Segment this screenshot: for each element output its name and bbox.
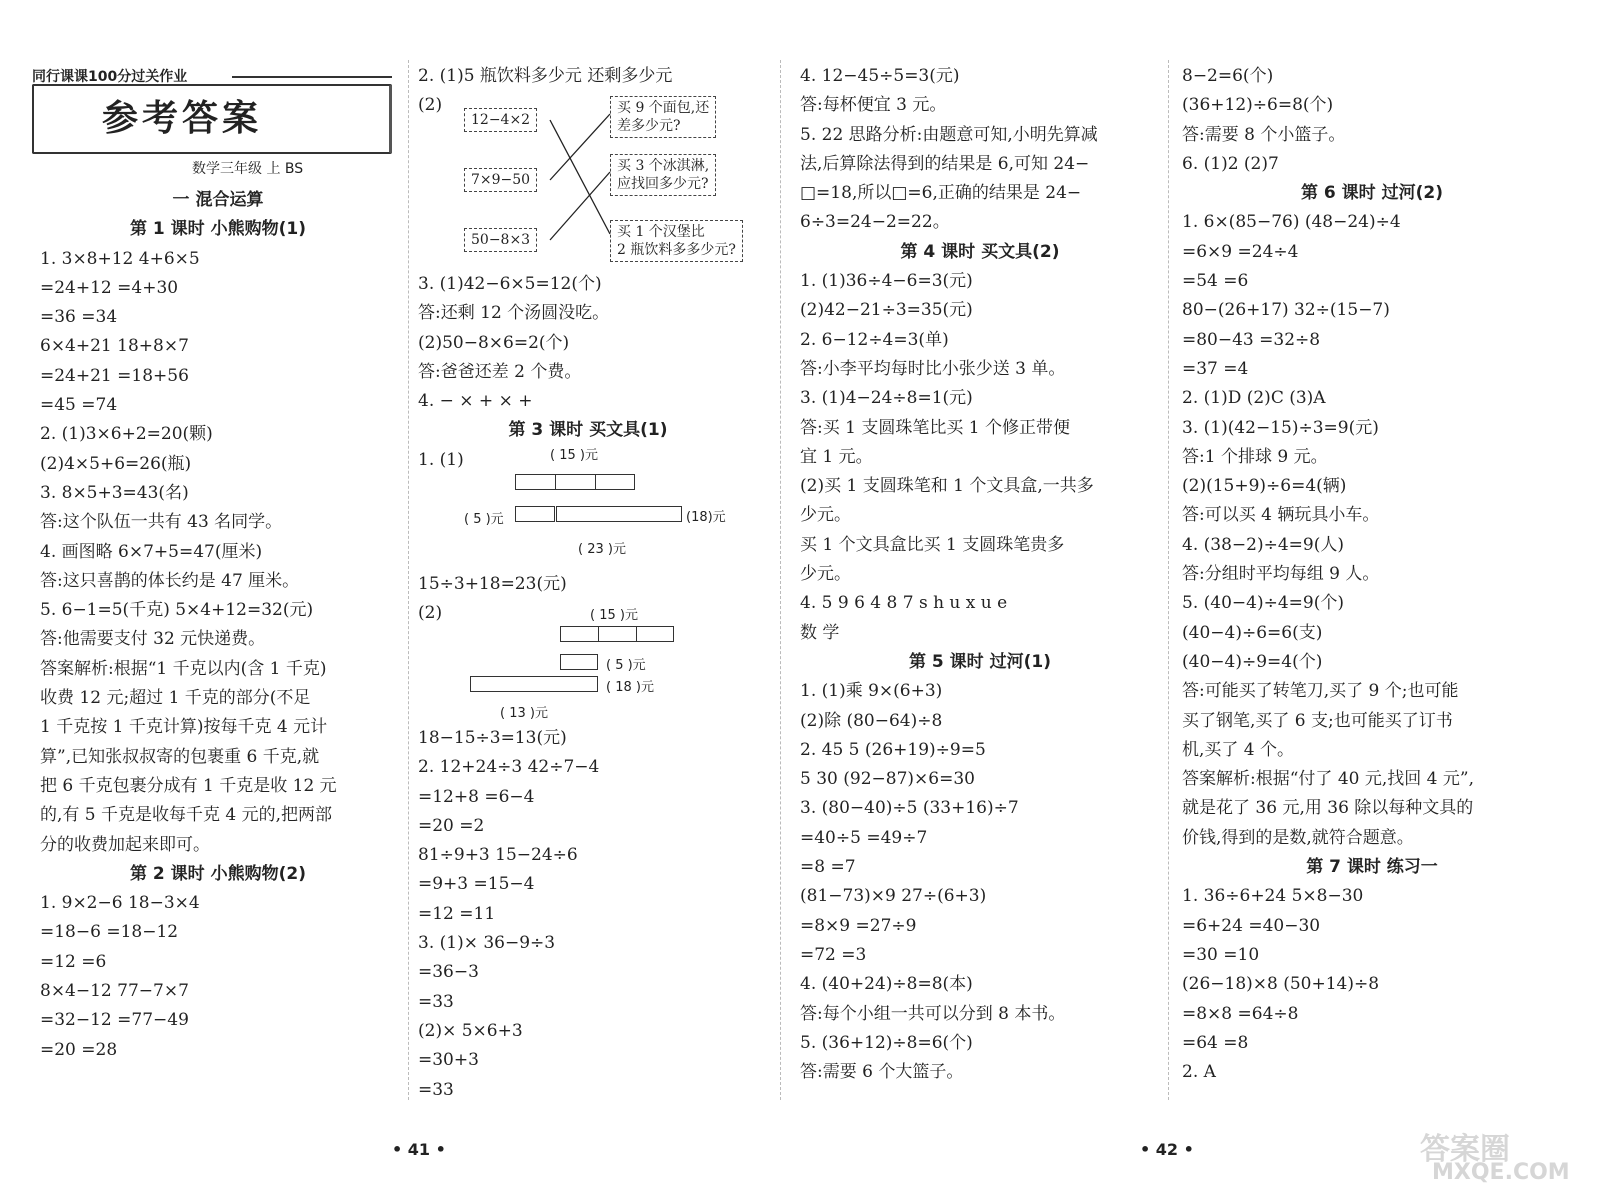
answer-line: 少元。 xyxy=(800,505,851,526)
answer-line: 8×4−12 77−7×7 xyxy=(40,981,189,1002)
answer-line: 答:爸爸还差 2 个费。 xyxy=(418,361,582,382)
grade-subtitle: 数学三年级 上 BS xyxy=(192,161,304,177)
answer-line: 答:小李平均每时比小张少送 3 单。 xyxy=(800,358,1066,379)
answer-line: =12 =6 xyxy=(40,951,107,972)
question-box-2: 买 3 个冰淇淋, 应找回多少元? xyxy=(610,154,716,196)
q2-head: 2. (1)5 瓶饮料多少元 还剩多少元 xyxy=(418,66,673,86)
answer-line: 4. (40+24)÷8=8(本) xyxy=(800,974,973,995)
answer-line: =18−6 =18−12 xyxy=(40,922,179,943)
column-3 xyxy=(800,62,1160,1087)
answer-line: 答:每个小组一共可以分到 8 本书。 xyxy=(800,1003,1066,1024)
page-number-left: • 41 • xyxy=(392,1140,446,1159)
column-divider xyxy=(1168,60,1169,1100)
bar2-b xyxy=(470,676,598,692)
bar2-top xyxy=(560,626,674,642)
answer-line: =40÷5 =49÷7 xyxy=(800,827,928,848)
answer-line: 18−15÷3=13(元) xyxy=(418,728,567,748)
page-number-right: • 42 • xyxy=(1140,1140,1194,1159)
bar1-right-label: (18)元 xyxy=(686,510,726,525)
answer-line: 答:需要 6 个大篮子。 xyxy=(800,1062,964,1083)
answer-line: =8×8 =64÷8 xyxy=(1182,1003,1299,1024)
answer-line: 分的收费加起来即可。 xyxy=(40,834,210,855)
answer-line: 答:1 个排球 9 元。 xyxy=(1182,446,1328,467)
page-title: 参考答案 xyxy=(101,98,262,139)
question-box-3: 买 1 个汉堡比 2 瓶饮料多多少元? xyxy=(610,220,743,262)
bar2-bottom-label: ( 13 )元 xyxy=(500,706,548,721)
answer-line: =54 =6 xyxy=(1182,271,1249,292)
section-heading: 一 混合运算 xyxy=(172,190,264,210)
answer-line: 1 千克按 1 千克计算)按每千克 4 元计 xyxy=(40,717,328,738)
answer-line: 法,后算除法得到的结果是 6,可知 24− xyxy=(800,153,1090,174)
answer-line: 数 学 xyxy=(800,622,840,643)
answer-line: =20 =28 xyxy=(40,1039,118,1060)
answer-line: 5. (36+12)÷8=6(个) xyxy=(800,1032,973,1053)
answer-line: =20 =2 xyxy=(418,815,485,836)
answer-line: 买了钢笔,买了 6 支;也可能买了订书 xyxy=(1182,710,1453,731)
answer-line: 答:每杯便宜 3 元。 xyxy=(800,95,947,116)
bar1-left xyxy=(515,506,555,522)
answer-line: 1. 3×8+12 4+6×5 xyxy=(40,248,200,269)
answer-line: 收费 12 元;超过 1 千克的部分(不足 xyxy=(40,688,311,709)
answer-line: 1. (1)36÷4−6=3(元) xyxy=(800,271,973,292)
answer-line: 5. (40−4)÷4=9(个) xyxy=(1182,593,1344,614)
expr-box-3: 50−8×3 xyxy=(464,228,537,252)
column-divider xyxy=(408,60,409,1100)
answer-line: =36−3 xyxy=(418,962,479,983)
answer-line: 2. (1)D (2)C (3)A xyxy=(1182,388,1326,409)
answer-line: (2)4×5+6=26(瓶) xyxy=(40,453,192,474)
section-heading: 第 6 课时 过河(2) xyxy=(1301,183,1443,204)
answer-line: =33 xyxy=(418,1079,454,1100)
line: (2) xyxy=(418,603,443,624)
answer-line: 5. 6−1=5(千克) 5×4+12=32(元) xyxy=(40,600,314,621)
answer-line: 5. 22 思路分析:由题意可知,小明先算减 xyxy=(800,124,1098,145)
answer-line: =64 =8 xyxy=(1182,1032,1249,1053)
answer-line: =8 =7 xyxy=(800,857,856,878)
answer-line: 3. (1)× 36−9÷3 xyxy=(418,933,556,954)
bar-diagram-2 xyxy=(460,604,760,724)
answer-line: 答:还剩 12 个汤圆没吃。 xyxy=(418,303,610,324)
answer-line: 5 30 (92−87)×6=30 xyxy=(800,769,975,790)
answer-line: 1. (1)乘 9×(6+3) xyxy=(800,681,943,702)
answer-line: 答:这只喜鹊的体长约是 47 厘米。 xyxy=(40,570,300,591)
question-box-1: 买 9 个面包,还 差多少元? xyxy=(610,96,716,138)
answer-line: 价钱,得到的是数,就符合题意。 xyxy=(1182,827,1414,848)
answer-line: (81−73)×9 27÷(6+3) xyxy=(800,886,987,907)
match-line-1 xyxy=(550,120,610,234)
answer-line: =80−43 =32÷8 xyxy=(1182,329,1321,350)
answer-line: 3. (1)42−6×5=12(个) xyxy=(418,274,602,294)
answer-line: 1. 36÷6+24 5×8−30 xyxy=(1182,886,1364,907)
answer-line: 2. (1)3×6+2=20(颗) xyxy=(40,424,213,445)
answer-line: (2)(15+9)÷6=4(辆) xyxy=(1182,476,1347,497)
answer-line: (2)50−8×6=2(个) xyxy=(418,332,570,353)
page-gutter xyxy=(780,60,781,1100)
answer-line: =12+8 =6−4 xyxy=(418,786,535,807)
answer-line: 2. 12+24÷3 42÷7−4 xyxy=(418,757,600,778)
answer-line: 4. 画图略 6×7+5=47(厘米) xyxy=(40,541,263,562)
answer-line: 4. (38−2)÷4=9(人) xyxy=(1182,534,1344,555)
answer-line: =12 =11 xyxy=(418,903,496,924)
answer-line: 答:这个队伍一共有 43 名同学。 xyxy=(40,512,283,533)
bar1-left-label: ( 5 )元 xyxy=(464,512,504,527)
section-heading: 第 4 课时 买文具(2) xyxy=(900,241,1060,262)
answer-line: =36 =34 xyxy=(40,307,118,328)
answer-line: 4. 12−45÷5=3(元) xyxy=(800,66,960,86)
bar1-top xyxy=(515,474,635,490)
answer-line: 81÷9+3 15−24÷6 xyxy=(418,845,578,866)
watermark-url: MXQE.COM xyxy=(1432,1160,1570,1185)
column-2-bottom xyxy=(418,724,758,1105)
answer-line: 8−2=6(个) xyxy=(1182,66,1274,86)
section-heading: 第 1 课时 小熊购物(1) xyxy=(130,219,306,240)
answer-line: (2)42−21÷3=35(元) xyxy=(800,300,973,321)
answer-line: (40−4)÷6=6(支) xyxy=(1182,622,1323,643)
answer-line: (2)买 1 支圆珠笔和 1 个文具盒,一共多 xyxy=(800,476,1094,497)
answer-line: (40−4)÷9=4(个) xyxy=(1182,651,1323,672)
answer-line: =8×9 =27÷9 xyxy=(800,915,917,936)
answer-line: 6. (1)2 (2)7 xyxy=(1182,153,1279,174)
answer-line: =24+12 =4+30 xyxy=(40,277,179,298)
bar2-b-label: ( 18 )元 xyxy=(606,680,654,695)
match-line-2 xyxy=(550,114,610,180)
answer-line: =30 =10 xyxy=(1182,944,1260,965)
answer-line: =37 =4 xyxy=(1182,358,1249,379)
answer-line: 把 6 千克包裹分成有 1 千克是收 12 元 xyxy=(40,775,337,796)
section-heading: 第 5 课时 过河(1) xyxy=(909,651,1051,672)
matching-lines xyxy=(460,94,760,274)
answer-line: =33 xyxy=(418,991,454,1012)
header-rule xyxy=(232,76,392,78)
answer-line: 算”,已知张叔叔寄的包裹重 6 千克,就 xyxy=(40,746,320,767)
answer-line: (36+12)÷6=8(个) xyxy=(1182,95,1334,116)
answer-line: (26−18)×8 (50+14)÷8 xyxy=(1182,974,1380,995)
answer-line: =32−12 =77−49 xyxy=(40,1010,189,1031)
answer-line: 答:分组时平均每组 9 人。 xyxy=(1182,564,1380,585)
expr-box-1: 12−4×2 xyxy=(464,108,537,132)
answer-line: 机,买了 4 个。 xyxy=(1182,739,1295,760)
answer-line: (2)× 5×6+3 xyxy=(418,1020,523,1041)
answer-line: =30+3 xyxy=(418,1050,479,1071)
answer-line: 答:可以买 4 辆玩具小车。 xyxy=(1182,505,1380,526)
answer-line: 就是花了 36 元,用 36 除以每种文具的 xyxy=(1182,798,1474,819)
answer-line: 2. 45 5 (26+19)÷9=5 xyxy=(800,739,986,760)
answer-line: 买 1 个文具盒比买 1 支圆珠笔贵多 xyxy=(800,534,1065,555)
answer-header xyxy=(32,64,392,177)
answer-line: 3. 8×5+3=43(名) xyxy=(40,482,189,503)
answer-line: =6+24 =40−30 xyxy=(1182,915,1321,936)
answer-line: (2)除 (80−64)÷8 xyxy=(800,710,943,731)
answer-line: =9+3 =15−4 xyxy=(418,874,535,895)
answer-line: □=18,所以□=6,正确的结果是 24− xyxy=(800,183,1082,204)
series-name: 同行课课100分过关作业 xyxy=(32,69,188,85)
answer-line: 答案解析:根据“1 千克以内(含 1 千克) xyxy=(40,658,327,679)
matching-diagram xyxy=(460,94,760,274)
bar2-a-label: ( 5 )元 xyxy=(606,658,646,673)
bar-diagram-1 xyxy=(460,444,760,557)
answer-line: 6÷3=24−2=22。 xyxy=(800,212,950,233)
answer-line: 1. 9×2−6 18−3×4 xyxy=(40,893,200,914)
column-1 xyxy=(40,186,396,1065)
bar2-a xyxy=(560,654,598,670)
answer-line: 少元。 xyxy=(800,564,851,585)
answer-line: 4. − × + × + xyxy=(418,391,533,412)
answer-line: 宜 1 元。 xyxy=(800,446,873,467)
section-heading: 第 3 课时 买文具(1) xyxy=(508,420,668,441)
answer-line: =6×9 =24÷4 xyxy=(1182,241,1299,262)
bar1-top-label: ( 15 )元 xyxy=(550,448,598,463)
answer-line: 2. 6−12÷4=3(单) xyxy=(800,329,949,350)
bar1-bottom-label: ( 23 )元 xyxy=(578,542,626,557)
answer-line: 答:他需要支付 32 元快递费。 xyxy=(40,629,266,650)
column-4 xyxy=(1182,62,1562,1087)
answer-line: 80−(26+17) 32÷(15−7) xyxy=(1182,300,1390,321)
watermark-logo: 答案圈 xyxy=(1420,1132,1510,1167)
match-line-3 xyxy=(550,172,610,240)
answer-line: 答:买 1 支圆珠笔比买 1 个修正带便 xyxy=(800,417,1070,438)
answer-line: 1. 6×(85−76) (48−24)÷4 xyxy=(1182,212,1401,233)
answer-line: 3. (1)4−24÷8=1(元) xyxy=(800,388,973,409)
answer-line: 2. A xyxy=(1182,1062,1216,1083)
section-heading: 第 7 课时 练习一 xyxy=(1306,857,1438,878)
answer-line: 4. 5 9 6 4 8 7 s h u x u e xyxy=(800,593,1008,614)
answer-line: 答:可能买了转笔刀,买了 9 个;也可能 xyxy=(1182,681,1459,702)
answer-line: 3. (80−40)÷5 (33+16)÷7 xyxy=(800,798,1019,819)
answer-line: 答案解析:根据“付了 40 元,找回 4 元”, xyxy=(1182,769,1474,790)
expr-box-2: 7×9−50 xyxy=(464,168,537,192)
answer-line: =45 =74 xyxy=(40,395,118,416)
answer-line: 的,有 5 千克是收每千克 4 元的,把两部 xyxy=(40,805,333,826)
answer-line: 1. (1) xyxy=(418,449,464,470)
answer-line: =72 =3 xyxy=(800,944,867,965)
q2-label: (2) xyxy=(418,95,443,116)
answer-line: 答:需要 8 个小篮子。 xyxy=(1182,124,1346,145)
bar1-right xyxy=(556,506,682,522)
answer-line: 6×4+21 18+8×7 xyxy=(40,336,189,357)
bar2-top-label: ( 15 )元 xyxy=(590,608,638,623)
answer-line: 3. (1)(42−15)÷3=9(元) xyxy=(1182,417,1379,438)
section-heading: 第 2 课时 小熊购物(2) xyxy=(130,863,306,884)
answer-line: =24+21 =18+56 xyxy=(40,365,189,386)
line: 15÷3+18=23(元) xyxy=(418,574,567,594)
